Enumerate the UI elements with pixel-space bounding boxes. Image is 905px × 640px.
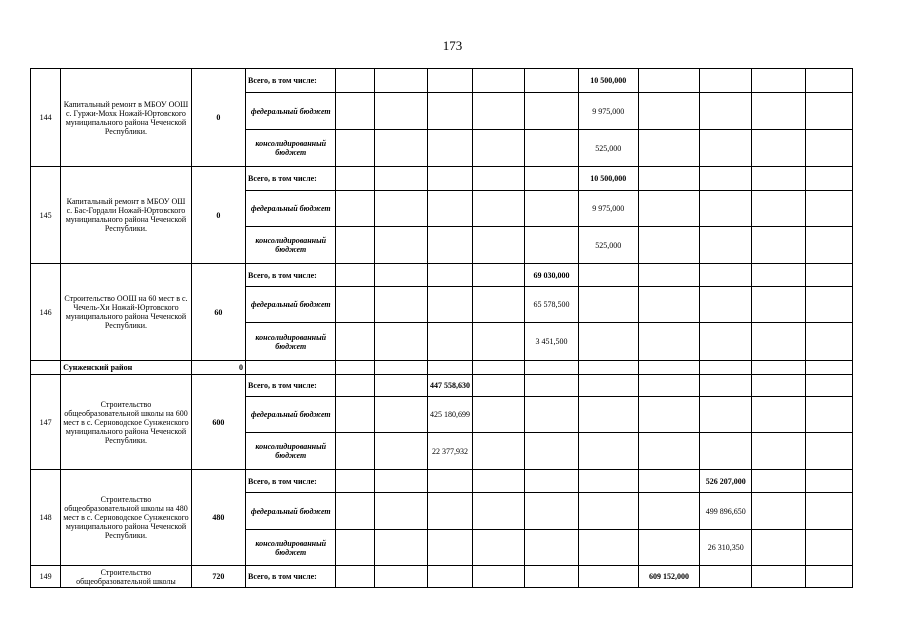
- value-cell: 525,000: [578, 130, 638, 167]
- page-number: 173: [442, 38, 463, 53]
- table-row: [31, 69, 853, 93]
- capacity: 480: [191, 470, 245, 566]
- value-cell: 22 377,932: [427, 433, 472, 470]
- value-cell: 69 030,000: [525, 264, 578, 287]
- value-cell: 447 558,630: [427, 375, 472, 397]
- capacity: 600: [191, 375, 245, 470]
- source-federal: федеральный бюджет: [246, 191, 336, 227]
- source-consolidated: консолидированный бюджет: [246, 323, 336, 361]
- row-number: 149: [31, 566, 61, 588]
- value-cell: 609 152,000: [638, 566, 699, 588]
- project-name: Капитальный ремонт в МБОУ ООШ с. Гуржи-Мохк Ножай-Юртовского муниципального района Чеченской Республики.: [61, 69, 192, 167]
- table-row: [31, 264, 853, 287]
- source-federal: федеральный бюджет: [246, 287, 336, 323]
- source-consolidated: консолидированный бюджет: [246, 530, 336, 566]
- value-cell: 525,000: [578, 227, 638, 264]
- source-federal: федеральный бюджет: [246, 93, 336, 130]
- value-cell: 3 451,500: [525, 323, 578, 361]
- project-name: Строительство общеобразовательной школы на 600 мест в с. Серноводское Сунженского муниципального района Чеченской Республики.: [61, 375, 192, 470]
- value-cell: 9 975,000: [578, 191, 638, 227]
- source-consolidated: консолидированный бюджет: [246, 227, 336, 264]
- project-name: Капитальный ремонт в МБОУ ОШ с. Бас-Гордали Ножай-Юртовского муниципального района Чеченской Республики.: [61, 167, 192, 264]
- value-cell: 10 500,000: [578, 69, 638, 93]
- source-consolidated: консолидированный бюджет: [246, 130, 336, 167]
- table-row: [31, 375, 853, 397]
- source-total: Всего, в том числе:: [246, 375, 336, 397]
- capacity: 60: [191, 264, 245, 361]
- source-consolidated: консолидированный бюджет: [246, 433, 336, 470]
- table-row: [31, 470, 853, 493]
- source-total: Всего, в том числе:: [246, 264, 336, 287]
- source-total: Всего, в том числе:: [246, 566, 336, 588]
- value-cell: 26 310,350: [700, 530, 752, 566]
- table-row: [31, 167, 853, 191]
- source-total: Всего, в том числе:: [246, 69, 336, 93]
- project-name: Строительство ООШ на 60 мест в с. Чечель-Хи Ножай-Юртовского муниципального района Чеченской Республики.: [61, 264, 192, 361]
- source-total: Всего, в том числе:: [246, 167, 336, 191]
- value-cell: 65 578,500: [525, 287, 578, 323]
- district-row: [31, 361, 853, 375]
- value-cell: 10 500,000: [578, 167, 638, 191]
- row-number: 144: [31, 69, 61, 167]
- row-number: 145: [31, 167, 61, 264]
- capacity: 0: [191, 69, 245, 167]
- row-number: 148: [31, 470, 61, 566]
- project-name: Строительство общеобразовательной школы: [61, 566, 192, 588]
- district-capacity: 0: [191, 361, 245, 375]
- capacity: 0: [191, 167, 245, 264]
- budget-table: [30, 68, 853, 588]
- capacity: 720: [191, 566, 245, 588]
- table-row: [31, 566, 853, 588]
- row-number: 147: [31, 375, 61, 470]
- row-number: 146: [31, 264, 61, 361]
- value-cell: 499 896,650: [700, 493, 752, 530]
- source-federal: федеральный бюджет: [246, 397, 336, 433]
- value-cell: 425 180,699: [427, 397, 472, 433]
- value-cell: 9 975,000: [578, 93, 638, 130]
- district-name: Сунженский район: [61, 361, 192, 375]
- value-cell: 526 207,000: [700, 470, 752, 493]
- source-total: Всего, в том числе:: [246, 470, 336, 493]
- source-federal: федеральный бюджет: [246, 493, 336, 530]
- project-name: Строительство общеобразовательной школы на 480 мест в с. Серноводское Сунженского муниципального района Чеченской Республики.: [61, 470, 192, 566]
